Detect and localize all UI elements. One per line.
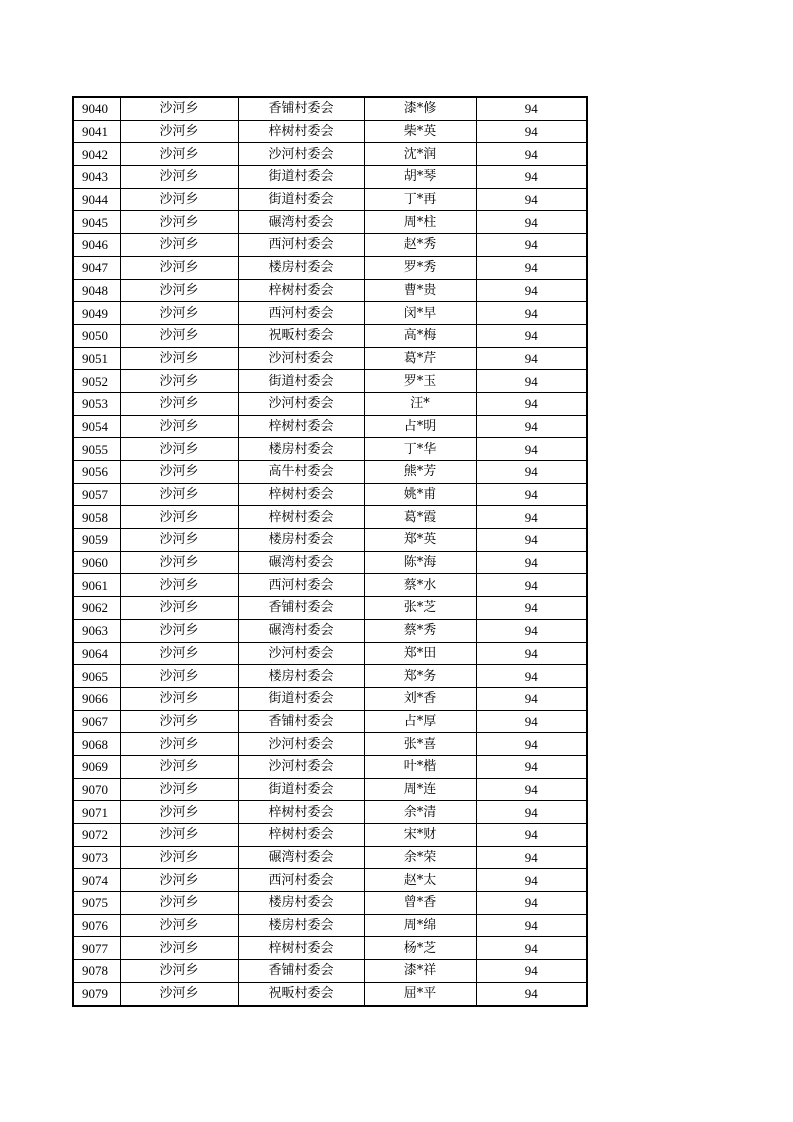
person-name-cell: 占*明 <box>364 415 476 438</box>
committee-cell: 祝畈村委会 <box>238 324 364 347</box>
township-cell: 沙河乡 <box>120 347 238 370</box>
score-cell: 94 <box>476 392 587 415</box>
table-row <box>73 892 587 915</box>
score-cell: 94 <box>476 937 587 960</box>
row-id-cell: 9043 <box>73 166 120 189</box>
person-name-cell: 余*清 <box>364 801 476 824</box>
township-cell: 沙河乡 <box>120 211 238 234</box>
row-id-cell: 9066 <box>73 687 120 710</box>
township-cell: 沙河乡 <box>120 279 238 302</box>
township-cell: 沙河乡 <box>120 120 238 143</box>
row-id-cell: 9045 <box>73 211 120 234</box>
row-id-cell: 9064 <box>73 642 120 665</box>
committee-cell: 梓树村委会 <box>238 120 364 143</box>
row-id-cell: 9040 <box>73 97 120 120</box>
table-row <box>73 438 587 461</box>
row-id-cell: 9054 <box>73 415 120 438</box>
table-row <box>73 211 587 234</box>
table-row <box>73 279 587 302</box>
table-row <box>73 597 587 620</box>
score-cell: 94 <box>476 642 587 665</box>
row-id-cell: 9058 <box>73 506 120 529</box>
table-row <box>73 574 587 597</box>
score-cell: 94 <box>476 166 587 189</box>
table-row <box>73 415 587 438</box>
township-cell: 沙河乡 <box>120 846 238 869</box>
score-cell: 94 <box>476 438 587 461</box>
score-cell: 94 <box>476 733 587 756</box>
roster-table-body <box>73 97 587 1006</box>
row-id-cell: 9051 <box>73 347 120 370</box>
score-cell: 94 <box>476 914 587 937</box>
township-cell: 沙河乡 <box>120 710 238 733</box>
committee-cell: 碾湾村委会 <box>238 846 364 869</box>
row-id-cell: 9073 <box>73 846 120 869</box>
township-cell: 沙河乡 <box>120 529 238 552</box>
score-cell: 94 <box>476 234 587 257</box>
row-id-cell: 9063 <box>73 619 120 642</box>
person-name-cell: 高*梅 <box>364 324 476 347</box>
table-row <box>73 982 587 1005</box>
committee-cell: 楼房村委会 <box>238 665 364 688</box>
committee-cell: 碾湾村委会 <box>238 211 364 234</box>
row-id-cell: 9053 <box>73 392 120 415</box>
person-name-cell: 葛*霞 <box>364 506 476 529</box>
person-name-cell: 曾*香 <box>364 892 476 915</box>
committee-cell: 香铺村委会 <box>238 597 364 620</box>
township-cell: 沙河乡 <box>120 438 238 461</box>
township-cell: 沙河乡 <box>120 733 238 756</box>
table-row <box>73 302 587 325</box>
table-row <box>73 733 587 756</box>
row-id-cell: 9075 <box>73 892 120 915</box>
township-cell: 沙河乡 <box>120 483 238 506</box>
person-name-cell: 刘*香 <box>364 687 476 710</box>
person-name-cell: 叶*楷 <box>364 755 476 778</box>
table-row <box>73 188 587 211</box>
committee-cell: 西河村委会 <box>238 234 364 257</box>
person-name-cell: 熊*芳 <box>364 461 476 484</box>
person-name-cell: 柴*英 <box>364 120 476 143</box>
committee-cell: 沙河村委会 <box>238 733 364 756</box>
row-id-cell: 9050 <box>73 324 120 347</box>
person-name-cell: 周*连 <box>364 778 476 801</box>
township-cell: 沙河乡 <box>120 824 238 847</box>
person-name-cell: 郑*田 <box>364 642 476 665</box>
row-id-cell: 9070 <box>73 778 120 801</box>
table-row <box>73 551 587 574</box>
score-cell: 94 <box>476 960 587 983</box>
township-cell: 沙河乡 <box>120 869 238 892</box>
person-name-cell: 沈*润 <box>364 143 476 166</box>
person-name-cell: 周*柱 <box>364 211 476 234</box>
township-cell: 沙河乡 <box>120 892 238 915</box>
person-name-cell: 郑*英 <box>364 529 476 552</box>
committee-cell: 楼房村委会 <box>238 438 364 461</box>
person-name-cell: 曹*贵 <box>364 279 476 302</box>
person-name-cell: 漆*祥 <box>364 960 476 983</box>
score-cell: 94 <box>476 143 587 166</box>
committee-cell: 沙河村委会 <box>238 347 364 370</box>
score-cell: 94 <box>476 461 587 484</box>
township-cell: 沙河乡 <box>120 619 238 642</box>
table-row <box>73 506 587 529</box>
township-cell: 沙河乡 <box>120 574 238 597</box>
score-cell: 94 <box>476 279 587 302</box>
score-cell: 94 <box>476 551 587 574</box>
committee-cell: 梓树村委会 <box>238 937 364 960</box>
table-row <box>73 755 587 778</box>
person-name-cell: 汪* <box>364 392 476 415</box>
person-name-cell: 葛*芹 <box>364 347 476 370</box>
committee-cell: 西河村委会 <box>238 574 364 597</box>
score-cell: 94 <box>476 824 587 847</box>
table-row <box>73 234 587 257</box>
roster-table <box>72 96 588 1007</box>
township-cell: 沙河乡 <box>120 665 238 688</box>
row-id-cell: 9079 <box>73 982 120 1005</box>
row-id-cell: 9061 <box>73 574 120 597</box>
township-cell: 沙河乡 <box>120 642 238 665</box>
row-id-cell: 9078 <box>73 960 120 983</box>
score-cell: 94 <box>476 256 587 279</box>
table-row <box>73 665 587 688</box>
row-id-cell: 9067 <box>73 710 120 733</box>
committee-cell: 楼房村委会 <box>238 914 364 937</box>
score-cell: 94 <box>476 619 587 642</box>
person-name-cell: 张*喜 <box>364 733 476 756</box>
committee-cell: 香铺村委会 <box>238 97 364 120</box>
person-name-cell: 陈*海 <box>364 551 476 574</box>
row-id-cell: 9057 <box>73 483 120 506</box>
score-cell: 94 <box>476 982 587 1005</box>
township-cell: 沙河乡 <box>120 97 238 120</box>
person-name-cell: 杨*芝 <box>364 937 476 960</box>
table-row <box>73 824 587 847</box>
score-cell: 94 <box>476 370 587 393</box>
score-cell: 94 <box>476 665 587 688</box>
township-cell: 沙河乡 <box>120 415 238 438</box>
person-name-cell: 闵*早 <box>364 302 476 325</box>
table-row <box>73 801 587 824</box>
row-id-cell: 9071 <box>73 801 120 824</box>
table-row <box>73 529 587 552</box>
committee-cell: 高牛村委会 <box>238 461 364 484</box>
committee-cell: 街道村委会 <box>238 778 364 801</box>
row-id-cell: 9056 <box>73 461 120 484</box>
row-id-cell: 9055 <box>73 438 120 461</box>
row-id-cell: 9072 <box>73 824 120 847</box>
table-row <box>73 778 587 801</box>
committee-cell: 碾湾村委会 <box>238 619 364 642</box>
person-name-cell: 周*绵 <box>364 914 476 937</box>
committee-cell: 街道村委会 <box>238 687 364 710</box>
row-id-cell: 9052 <box>73 370 120 393</box>
person-name-cell: 余*荣 <box>364 846 476 869</box>
township-cell: 沙河乡 <box>120 801 238 824</box>
committee-cell: 沙河村委会 <box>238 642 364 665</box>
person-name-cell: 张*芝 <box>364 597 476 620</box>
table-row <box>73 710 587 733</box>
row-id-cell: 9044 <box>73 188 120 211</box>
table-row <box>73 642 587 665</box>
person-name-cell: 蔡*水 <box>364 574 476 597</box>
score-cell: 94 <box>476 574 587 597</box>
score-cell: 94 <box>476 597 587 620</box>
score-cell: 94 <box>476 755 587 778</box>
table-row <box>73 960 587 983</box>
table-row <box>73 914 587 937</box>
township-cell: 沙河乡 <box>120 982 238 1005</box>
township-cell: 沙河乡 <box>120 302 238 325</box>
township-cell: 沙河乡 <box>120 937 238 960</box>
committee-cell: 西河村委会 <box>238 302 364 325</box>
committee-cell: 楼房村委会 <box>238 529 364 552</box>
table-row <box>73 461 587 484</box>
person-name-cell: 胡*琴 <box>364 166 476 189</box>
township-cell: 沙河乡 <box>120 370 238 393</box>
table-row <box>73 937 587 960</box>
score-cell: 94 <box>476 801 587 824</box>
committee-cell: 街道村委会 <box>238 188 364 211</box>
score-cell: 94 <box>476 211 587 234</box>
score-cell: 94 <box>476 710 587 733</box>
score-cell: 94 <box>476 415 587 438</box>
table-row <box>73 256 587 279</box>
score-cell: 94 <box>476 302 587 325</box>
person-name-cell: 屈*平 <box>364 982 476 1005</box>
row-id-cell: 9048 <box>73 279 120 302</box>
row-id-cell: 9046 <box>73 234 120 257</box>
score-cell: 94 <box>476 97 587 120</box>
committee-cell: 祝畈村委会 <box>238 982 364 1005</box>
row-id-cell: 9069 <box>73 755 120 778</box>
score-cell: 94 <box>476 869 587 892</box>
row-id-cell: 9065 <box>73 665 120 688</box>
person-name-cell: 丁*再 <box>364 188 476 211</box>
table-row <box>73 687 587 710</box>
committee-cell: 梓树村委会 <box>238 415 364 438</box>
table-row <box>73 392 587 415</box>
person-name-cell: 赵*太 <box>364 869 476 892</box>
row-id-cell: 9068 <box>73 733 120 756</box>
committee-cell: 梓树村委会 <box>238 801 364 824</box>
table-row <box>73 166 587 189</box>
score-cell: 94 <box>476 846 587 869</box>
table-row <box>73 347 587 370</box>
table-row <box>73 370 587 393</box>
township-cell: 沙河乡 <box>120 461 238 484</box>
committee-cell: 梓树村委会 <box>238 506 364 529</box>
row-id-cell: 9074 <box>73 869 120 892</box>
township-cell: 沙河乡 <box>120 234 238 257</box>
township-cell: 沙河乡 <box>120 324 238 347</box>
score-cell: 94 <box>476 483 587 506</box>
person-name-cell: 罗*玉 <box>364 370 476 393</box>
table-row <box>73 97 587 120</box>
row-id-cell: 9077 <box>73 937 120 960</box>
committee-cell: 碾湾村委会 <box>238 551 364 574</box>
table-row <box>73 869 587 892</box>
score-cell: 94 <box>476 347 587 370</box>
committee-cell: 梓树村委会 <box>238 824 364 847</box>
score-cell: 94 <box>476 188 587 211</box>
score-cell: 94 <box>476 529 587 552</box>
township-cell: 沙河乡 <box>120 755 238 778</box>
table-row <box>73 619 587 642</box>
table-row <box>73 324 587 347</box>
township-cell: 沙河乡 <box>120 597 238 620</box>
table-row <box>73 120 587 143</box>
score-cell: 94 <box>476 778 587 801</box>
township-cell: 沙河乡 <box>120 551 238 574</box>
committee-cell: 梓树村委会 <box>238 483 364 506</box>
committee-cell: 楼房村委会 <box>238 892 364 915</box>
township-cell: 沙河乡 <box>120 392 238 415</box>
row-id-cell: 9059 <box>73 529 120 552</box>
committee-cell: 沙河村委会 <box>238 755 364 778</box>
committee-cell: 梓树村委会 <box>238 279 364 302</box>
township-cell: 沙河乡 <box>120 778 238 801</box>
person-name-cell: 蔡*秀 <box>364 619 476 642</box>
person-name-cell: 罗*秀 <box>364 256 476 279</box>
person-name-cell: 丁*华 <box>364 438 476 461</box>
row-id-cell: 9060 <box>73 551 120 574</box>
township-cell: 沙河乡 <box>120 166 238 189</box>
person-name-cell: 郑*务 <box>364 665 476 688</box>
row-id-cell: 9076 <box>73 914 120 937</box>
person-name-cell: 宋*财 <box>364 824 476 847</box>
township-cell: 沙河乡 <box>120 143 238 166</box>
person-name-cell: 姚*甫 <box>364 483 476 506</box>
committee-cell: 沙河村委会 <box>238 392 364 415</box>
committee-cell: 沙河村委会 <box>238 143 364 166</box>
township-cell: 沙河乡 <box>120 506 238 529</box>
row-id-cell: 9062 <box>73 597 120 620</box>
township-cell: 沙河乡 <box>120 687 238 710</box>
score-cell: 94 <box>476 892 587 915</box>
row-id-cell: 9049 <box>73 302 120 325</box>
table-row <box>73 483 587 506</box>
committee-cell: 香铺村委会 <box>238 960 364 983</box>
person-name-cell: 占*厚 <box>364 710 476 733</box>
score-cell: 94 <box>476 687 587 710</box>
table-row <box>73 846 587 869</box>
person-name-cell: 赵*秀 <box>364 234 476 257</box>
row-id-cell: 9047 <box>73 256 120 279</box>
committee-cell: 街道村委会 <box>238 370 364 393</box>
township-cell: 沙河乡 <box>120 188 238 211</box>
score-cell: 94 <box>476 506 587 529</box>
committee-cell: 西河村委会 <box>238 869 364 892</box>
row-id-cell: 9041 <box>73 120 120 143</box>
score-cell: 94 <box>476 324 587 347</box>
township-cell: 沙河乡 <box>120 256 238 279</box>
committee-cell: 街道村委会 <box>238 166 364 189</box>
township-cell: 沙河乡 <box>120 914 238 937</box>
committee-cell: 香铺村委会 <box>238 710 364 733</box>
committee-cell: 楼房村委会 <box>238 256 364 279</box>
person-name-cell: 漆*修 <box>364 97 476 120</box>
township-cell: 沙河乡 <box>120 960 238 983</box>
score-cell: 94 <box>476 120 587 143</box>
row-id-cell: 9042 <box>73 143 120 166</box>
table-row <box>73 143 587 166</box>
